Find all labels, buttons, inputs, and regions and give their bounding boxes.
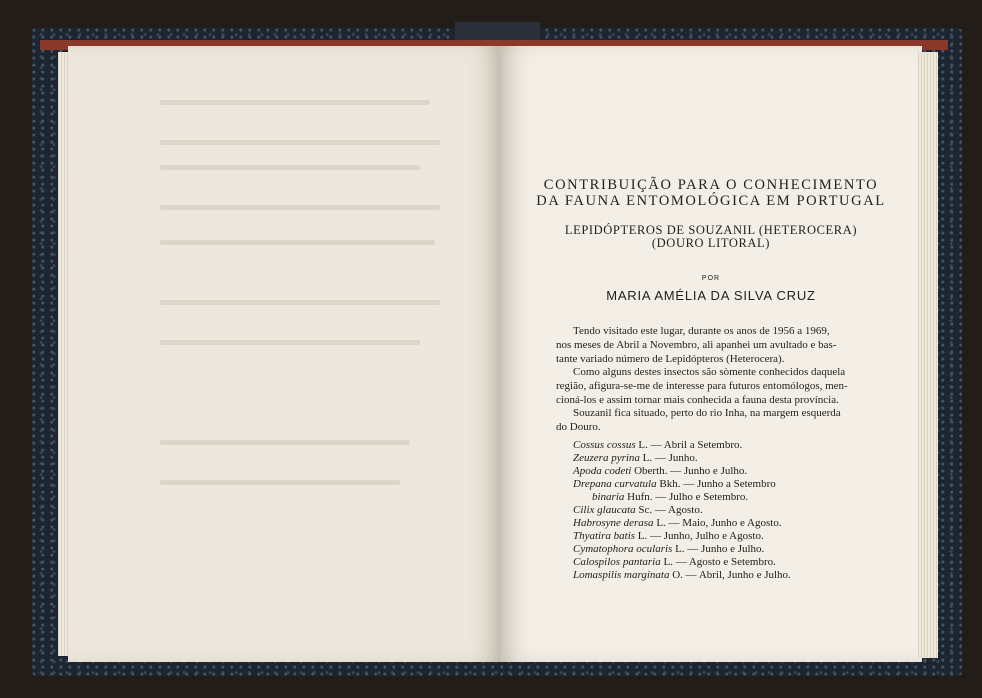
bleed-through-text xyxy=(160,300,440,305)
body-line: do Douro. xyxy=(556,421,601,433)
bleed-through-text xyxy=(160,100,430,105)
species-entry xyxy=(573,543,764,556)
bleed-through-text xyxy=(160,240,435,245)
species-name: Drepana curvatula xyxy=(573,478,657,490)
author-name: MARIA AMÉLIA DA SILVA CRUZ xyxy=(606,288,816,303)
species-name: Apoda codeti xyxy=(573,465,632,477)
bleed-through-text xyxy=(160,165,420,170)
bleed-through-text xyxy=(160,205,440,210)
species-name: Habrosyne derasa xyxy=(573,517,654,529)
species-detail: L. — Agosto e Setembro. xyxy=(660,556,776,568)
species-entry xyxy=(573,556,776,569)
species-detail: Sc. — Agosto. xyxy=(635,504,703,516)
species-entry xyxy=(573,517,782,530)
body-line: cioná-los e assim tornar mais conhecida a fauna desta província. xyxy=(556,394,839,406)
bleed-through-text xyxy=(160,140,440,145)
body-line: nos meses de Abril a Novembro, ali apanhei um avultado e bas- xyxy=(556,339,837,351)
species-entry xyxy=(573,439,742,452)
species-detail: L. — Junho. xyxy=(639,452,698,464)
body-line: Souzanil fica situado, perto do rio Inha, na margem esquerda xyxy=(573,407,841,419)
species-entry xyxy=(573,504,703,517)
body-line: tante variado número de Lepidópteros (Heterocera). xyxy=(556,353,785,365)
article-subtitle-line-2: (DOURO LITORAL) xyxy=(651,236,771,250)
article-subtitle-line-1: LEPIDÓPTEROS DE SOUZANIL (HETEROCERA) xyxy=(564,223,858,237)
species-name: Cossus cossus xyxy=(573,439,636,451)
species-detail: Oberth. — Junho e Julho. xyxy=(631,465,748,477)
article-title-line-2: DA FAUNA ENTOMOLÓGICA EM PORTUGAL xyxy=(536,193,886,209)
species-name: Cymatophora ocularis xyxy=(573,543,673,555)
bleed-through-text xyxy=(160,480,400,485)
species-name: Thyatira batis xyxy=(573,530,636,542)
species-entry xyxy=(592,491,748,504)
body-line: região, afigura-se-me de interesse para futuros entomólogos, men- xyxy=(556,380,848,392)
species-name: binaria xyxy=(592,491,625,503)
species-detail: L. — Junho, Julho e Agosto. xyxy=(635,530,764,542)
species-name: Cilix glaucata xyxy=(573,504,636,516)
species-detail: L. — Abril a Setembro. xyxy=(635,439,743,451)
species-detail: L. — Maio, Junho e Agosto. xyxy=(653,517,782,529)
right-page-stack xyxy=(918,52,938,658)
species-entry xyxy=(573,465,747,478)
species-entry xyxy=(573,452,698,465)
species-name: Calospilos pantaria xyxy=(573,556,661,568)
species-name: Lomaspilis marginata xyxy=(573,569,670,581)
species-detail: Bkh. — Junho a Setembro xyxy=(656,478,776,490)
species-entry xyxy=(573,530,764,543)
left-page xyxy=(68,46,500,662)
species-name: Zeuzera pyrina xyxy=(573,452,640,464)
body-line: Como alguns destes insectos são sòmente conhecidos daquela xyxy=(573,366,846,378)
article-title-line-1: CONTRIBUIÇÃO PARA O CONHECIMENTO xyxy=(543,177,879,193)
species-detail: L. — Junho e Julho. xyxy=(672,543,765,555)
species-detail: O. — Abril, Junho e Julho. xyxy=(669,569,791,581)
species-entry xyxy=(573,569,791,582)
species-detail: Hufn. — Julho e Setembro. xyxy=(624,491,749,503)
bleed-through-text xyxy=(160,440,410,445)
book-spine xyxy=(455,22,540,42)
species-entry xyxy=(573,478,776,491)
bleed-through-text xyxy=(160,340,420,345)
byline-label: POR xyxy=(701,275,721,282)
body-line: Tendo visitado este lugar, durante os anos de 1956 a 1969, xyxy=(573,325,830,337)
